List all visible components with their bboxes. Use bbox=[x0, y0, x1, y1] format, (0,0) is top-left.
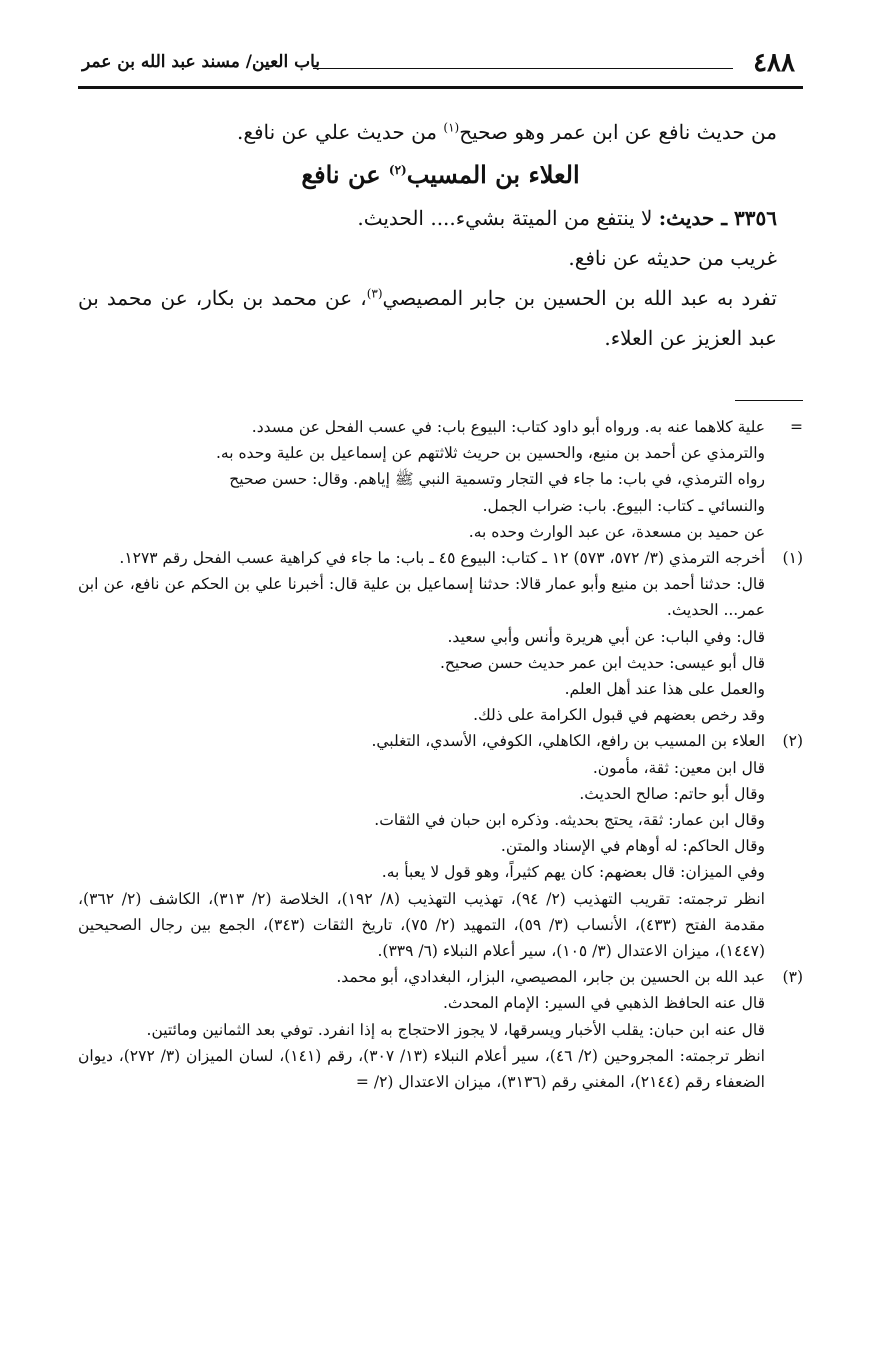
text: تفرد به عبد الله بن الحسين بن جابر المصيصي bbox=[382, 286, 777, 310]
footnote-separator bbox=[735, 400, 803, 401]
footnote-main: عبد الله بن الحسين بن جابر، المصيصي، البزار، البغدادي، أبو محمد. bbox=[336, 968, 765, 987]
footnote-line: والنسائي ـ كتاب: البيوع. باب: ضراب الجمل. bbox=[482, 496, 765, 515]
footnote-ref-2: (٢) bbox=[388, 163, 407, 177]
text: عن نافع bbox=[301, 160, 389, 189]
header-rule bbox=[78, 86, 803, 89]
text: انظر ترجمته: المجروحين (٢/ ٤٦)، سير أعلام النبلاء (١٣/ ٣٠٧)، رقم (١٤١)، لسان الميزان (٣/ ٢٧٢)، ديوان الضعفاء رقم (٢١٤٤)، المغني رقم (٣١٣٦)، ميزان الاعتدال (٢/ bbox=[78, 1046, 765, 1092]
footnote-line: عن حميد بن مسعدة، عن عبد الوارث وحده به. bbox=[468, 522, 765, 541]
hadith-entry bbox=[78, 198, 803, 238]
text: من حديث علي عن نافع. bbox=[236, 120, 444, 144]
footnote-line: قال عنه ابن حبان: يقلب الأخبار ويسرقها، لا يجوز الاحتجاج به إذا انفرد. توفي بعد الثمانين ومائتين. bbox=[146, 1020, 765, 1039]
footnote-line: وقال ابن عمار: ثقة، يحتج بحديثه. وذكره ابن حبان في الثقات. bbox=[374, 811, 765, 830]
footnotes bbox=[78, 414, 803, 1095]
hadith-text: لا ينتفع من الميتة بشيء.... الحديث. bbox=[357, 206, 659, 230]
footnote-line: رواه الترمذي، في باب: ما جاء في التجار وتسمية النبي ﷺ إياهم. وقال: حسن صحيح bbox=[229, 470, 765, 489]
tafarrad-paragraph bbox=[78, 278, 803, 358]
footnote-line: قال: حدثنا أحمد بن منيع وأبو عمار قالا: حدثنا إسماعيل بن علية قال: أخبرنا علي بن الحكم عن نافع، عن ابن عمر... الحديث. bbox=[78, 575, 765, 620]
footnote-3 bbox=[78, 964, 803, 1095]
continuation-marker: = bbox=[790, 418, 803, 436]
footnote-refs bbox=[78, 1043, 765, 1095]
text: من حديث نافع عن ابن عمر وهو صحيح bbox=[459, 120, 777, 144]
main-text bbox=[78, 112, 803, 358]
footnote-line: وقد رخص بعضهم في قبول الكرامة على ذلك. bbox=[473, 706, 765, 725]
footnote-1 bbox=[78, 545, 803, 728]
footnote-line: قال أبو عيسى: حديث ابن عمر حديث حسن صحيح. bbox=[439, 653, 765, 672]
footnote-marker: (٢) bbox=[782, 732, 803, 751]
section-title bbox=[78, 152, 803, 198]
continuation-marker-end: = bbox=[355, 1073, 369, 1092]
footnote-main: أخرجه الترمذي (٣/ ٥٧٢، ٥٧٣) ١٢ ـ كتاب: البيوع ٤٥ ـ باب: ما جاء في كراهية عسب الفحل رقم ١٢٧٣. bbox=[119, 549, 765, 568]
page-header bbox=[78, 46, 803, 86]
main-paragraph-1 bbox=[78, 112, 803, 152]
footnote-line: وفي الميزان: قال بعضهم: كان يهم كثيراً، وهو قول لا يعبأ به. bbox=[381, 863, 765, 882]
footnote-line: قال ابن معين: ثقة، مأمون. bbox=[592, 758, 765, 777]
hadith-label: ٣٣٥٦ ـ حديث: bbox=[658, 206, 777, 230]
footnote-continuation bbox=[78, 414, 803, 545]
footnote-refs: انظر ترجمته: تقريب التهذيب (٢/ ٩٤)، تهذيب التهذيب (٨/ ١٩٢)، الخلاصة (٢/ ٣١٣)، الكاشف (٢/ ٣٦٢)، مقدمة الفتح (٤٣٣)، الأنساب (٣/ ٥٩)، التمهيد (٢/ ٧٥)، تاريخ الثقات (٣٤٣)، الجمع بين رجال الصحيحين (١٤٤٧)، ميزان الاعتدال (٣/ ١٠٥)، سير أعلام النبلاء (٦/ ٣٣٩). bbox=[78, 889, 765, 961]
footnote-line: وقال أبو حاتم: صالح الحديث. bbox=[579, 784, 765, 803]
text: العلاء بن المسيب bbox=[406, 160, 580, 189]
gharib-line: غريب من حديثه عن نافع. bbox=[568, 246, 777, 270]
footnote-ref-1: (١) bbox=[443, 120, 460, 135]
footnote-line: والترمذي عن أحمد بن منيع، والحسين بن حريث ثلاثتهم عن إسماعيل بن علية وحده به. bbox=[215, 444, 765, 463]
text: ، عن محمد بن بكار، عن محمد بن عبد العزيز عن العلاء. bbox=[78, 286, 777, 350]
footnote-ref-3: (٣) bbox=[366, 286, 383, 301]
header-dash-line bbox=[313, 68, 733, 69]
running-title: باب العين/ مسند عبد الله بن عمر bbox=[82, 52, 320, 72]
page-number: ٤٨٨ bbox=[753, 48, 795, 78]
footnote-line: قال: وفي الباب: عن أبي هريرة وأنس وأبي سعيد. bbox=[447, 627, 765, 646]
footnote-marker: (٣) bbox=[782, 968, 803, 987]
footnote-main: العلاء بن المسيب بن رافع، الكاهلي، الكوفي، الأسدي، التغلبي. bbox=[371, 732, 765, 751]
footnote-marker: (١) bbox=[782, 549, 803, 568]
footnote-2 bbox=[78, 728, 803, 964]
footnote-line: قال عنه الحافظ الذهبي في السير: الإمام المحدث. bbox=[443, 994, 765, 1013]
footnote-line: والعمل على هذا عند أهل العلم. bbox=[564, 680, 765, 699]
footnote-line: وقال الحاكم: له أوهام في الإسناد والمتن. bbox=[500, 837, 765, 856]
footnote-line: علية كلاهما عنه به. ورواه أبو داود كتاب: البيوع باب: في عسب الفحل عن مسدد. bbox=[251, 418, 765, 436]
